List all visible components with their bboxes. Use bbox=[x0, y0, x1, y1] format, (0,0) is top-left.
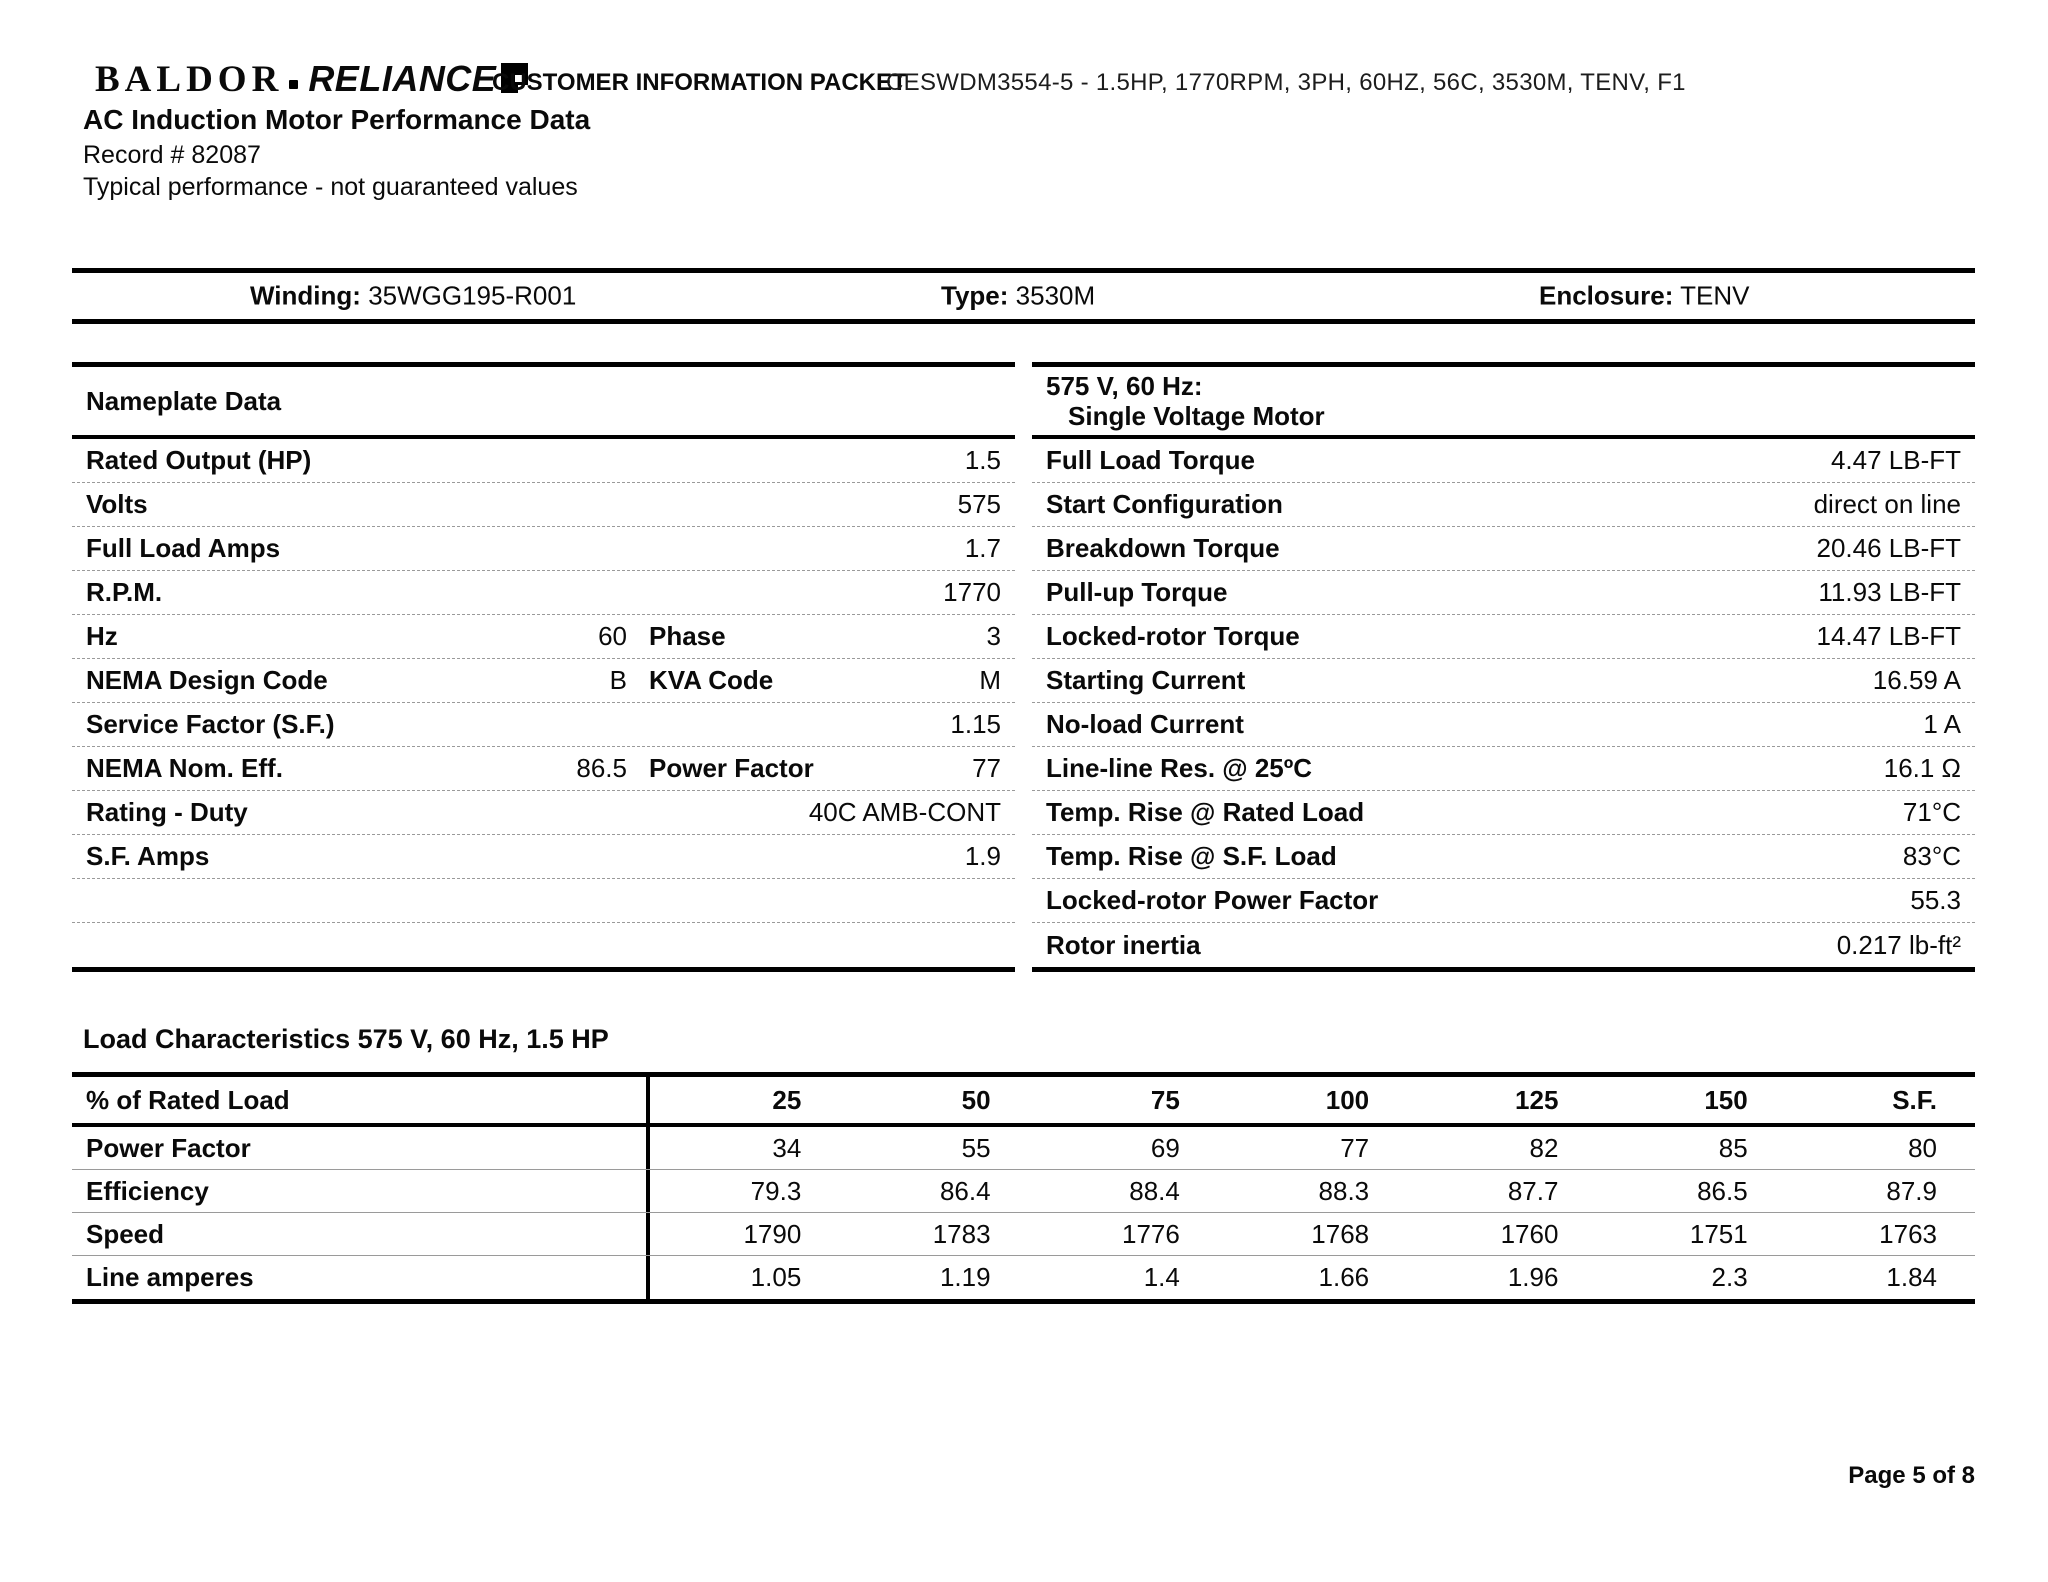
voltage-row bbox=[1032, 439, 1975, 483]
column-header: 125 bbox=[1515, 1084, 1559, 1115]
table-cell: 69 bbox=[1150, 1132, 1180, 1163]
table-cell: 1.66 bbox=[1318, 1262, 1370, 1292]
table-cell: 1.96 bbox=[1507, 1262, 1559, 1292]
page-number: Page 5 of 8 bbox=[1848, 1462, 1975, 1489]
table-cell: 86.4 bbox=[939, 1175, 991, 1206]
row-label: Service Factor (S.F.) bbox=[86, 709, 335, 739]
nameplate-row-empty bbox=[72, 879, 1015, 923]
table-cell: 1783 bbox=[932, 1218, 991, 1249]
voltage-panel-heading bbox=[1032, 367, 1975, 439]
nameplate-row-empty bbox=[72, 923, 1015, 967]
nameplate-row bbox=[72, 571, 1015, 615]
table-cell: 1.05 bbox=[750, 1262, 802, 1292]
voltage-row bbox=[1032, 527, 1975, 571]
row-label: Full Load Amps bbox=[86, 533, 281, 563]
row-value: 1 A bbox=[1923, 709, 1961, 739]
record-number: Record # 82087 bbox=[83, 141, 261, 169]
title-block bbox=[83, 104, 590, 200]
row-value: 16.1 Ω bbox=[1883, 753, 1961, 783]
table-cell: 55 bbox=[961, 1132, 991, 1163]
page-title: AC Induction Motor Performance Data bbox=[83, 104, 591, 135]
row-label: Full Load Torque bbox=[1046, 445, 1255, 475]
logo-dot-separator bbox=[289, 80, 298, 89]
nameplate-data-panel bbox=[72, 362, 1015, 972]
voltage-heading-line2: Single Voltage Motor bbox=[1068, 401, 1325, 431]
table-cell: 85 bbox=[1718, 1132, 1748, 1163]
row-label: Rotor inertia bbox=[1046, 929, 1201, 960]
row-value: 20.46 LB-FT bbox=[1816, 533, 1961, 563]
row-label: Temp. Rise @ S.F. Load bbox=[1046, 841, 1337, 871]
enclosure-field bbox=[1539, 281, 1749, 312]
voltage-row bbox=[1032, 615, 1975, 659]
table-cell: 1760 bbox=[1500, 1218, 1559, 1249]
row-label: S.F. Amps bbox=[86, 841, 210, 871]
row-value: 55.3 bbox=[1910, 885, 1961, 915]
document-header bbox=[0, 56, 2048, 104]
type-field bbox=[941, 281, 1095, 312]
load-table-row-line-amperes bbox=[72, 1256, 1975, 1299]
winding-label: Winding: bbox=[250, 280, 361, 311]
table-cell: 88.3 bbox=[1318, 1175, 1370, 1206]
row-label: Rating - Duty bbox=[86, 797, 248, 827]
row-label: Hz bbox=[86, 621, 118, 651]
nameplate-row bbox=[72, 483, 1015, 527]
table-cell: 2.3 bbox=[1711, 1262, 1748, 1292]
row-label: Efficiency bbox=[72, 1170, 650, 1212]
table-cell: 1.84 bbox=[1886, 1262, 1937, 1292]
column-header: 100 bbox=[1325, 1084, 1370, 1115]
row-value: 83°C bbox=[1902, 841, 1961, 871]
row-label: Rated Output (HP) bbox=[86, 445, 312, 475]
row-label: R.P.M. bbox=[86, 577, 163, 607]
row-value: 71°C bbox=[1902, 797, 1961, 827]
enclosure-value: TENV bbox=[1680, 280, 1750, 311]
row-value: 77 bbox=[972, 753, 1001, 783]
row-mid-value: B bbox=[609, 665, 627, 695]
table-cell: 1768 bbox=[1311, 1218, 1370, 1249]
row-label: Temp. Rise @ Rated Load bbox=[1046, 797, 1365, 827]
row-label-2: Phase bbox=[649, 621, 726, 651]
load-table-corner-label: % of Rated Load bbox=[72, 1077, 650, 1123]
type-label: Type: bbox=[941, 280, 1009, 311]
table-cell: 86.5 bbox=[1697, 1175, 1748, 1206]
table-cell: 79.3 bbox=[750, 1175, 802, 1206]
row-label: Power Factor bbox=[72, 1127, 650, 1169]
reliance-wordmark: RELIANCE bbox=[308, 58, 497, 99]
row-mid-value: 60 bbox=[598, 621, 627, 651]
voltage-ratings-panel bbox=[1032, 362, 1975, 972]
row-value: 1770 bbox=[943, 577, 1001, 607]
nameplate-row bbox=[72, 615, 1015, 659]
table-cell: 1763 bbox=[1879, 1218, 1937, 1249]
row-value: 11.93 LB-FT bbox=[1818, 577, 1961, 607]
baldor-reliance-logo bbox=[95, 58, 528, 101]
performance-panels bbox=[72, 362, 1975, 972]
row-value: 16.59 A bbox=[1872, 665, 1961, 695]
row-value: 4.47 LB-FT bbox=[1830, 445, 1961, 475]
row-label: Pull-up Torque bbox=[1046, 577, 1228, 607]
row-value: 40C AMB-CONT bbox=[808, 797, 1001, 827]
enclosure-label: Enclosure: bbox=[1539, 280, 1674, 311]
row-label-2: KVA Code bbox=[649, 665, 774, 695]
row-label: NEMA Design Code bbox=[86, 665, 328, 695]
nameplate-row bbox=[72, 703, 1015, 747]
voltage-row bbox=[1032, 659, 1975, 703]
voltage-row bbox=[1032, 703, 1975, 747]
row-label: Speed bbox=[72, 1213, 650, 1255]
row-label: No-load Current bbox=[1046, 709, 1244, 739]
voltage-row bbox=[1032, 791, 1975, 835]
nameplate-row bbox=[72, 659, 1015, 703]
performance-note: Typical performance - not guaranteed values bbox=[83, 173, 578, 201]
column-header: 25 bbox=[772, 1084, 802, 1115]
table-cell: 87.7 bbox=[1507, 1175, 1559, 1206]
nameplate-row bbox=[72, 527, 1015, 571]
column-header: 75 bbox=[1150, 1084, 1180, 1115]
row-mid-value: 86.5 bbox=[576, 753, 627, 783]
row-label: Locked-rotor Power Factor bbox=[1046, 885, 1379, 915]
row-label: Locked-rotor Torque bbox=[1046, 621, 1300, 651]
voltage-heading-line1: 575 V, 60 Hz: bbox=[1046, 371, 1203, 401]
voltage-row bbox=[1032, 571, 1975, 615]
nameplate-row bbox=[72, 439, 1015, 483]
nameplate-row bbox=[72, 791, 1015, 835]
row-value: direct on line bbox=[1813, 489, 1961, 519]
row-value: 1.15 bbox=[950, 709, 1001, 739]
row-value: 3 bbox=[986, 621, 1001, 651]
row-value: 0.217 lb-ft² bbox=[1836, 929, 1961, 960]
table-cell: 1.4 bbox=[1143, 1262, 1180, 1292]
load-table-row-efficiency bbox=[72, 1170, 1975, 1213]
nameplate-heading-text: Nameplate Data bbox=[86, 386, 282, 416]
table-cell: 88.4 bbox=[1129, 1175, 1180, 1206]
load-table-row-power-factor bbox=[72, 1127, 1975, 1170]
voltage-row bbox=[1032, 835, 1975, 879]
voltage-row bbox=[1032, 923, 1975, 967]
row-label-2: Power Factor bbox=[649, 753, 814, 783]
table-cell: 1776 bbox=[1122, 1218, 1180, 1249]
table-cell: 80 bbox=[1908, 1132, 1937, 1163]
row-value: 14.47 LB-FT bbox=[1816, 621, 1961, 651]
table-cell: 34 bbox=[772, 1132, 802, 1163]
load-characteristics-heading: Load Characteristics 575 V, 60 Hz, 1.5 HP bbox=[83, 1024, 609, 1054]
table-cell: 1790 bbox=[743, 1218, 802, 1249]
nameplate-panel-heading bbox=[72, 367, 1015, 439]
table-cell: 77 bbox=[1340, 1132, 1370, 1163]
column-header: 50 bbox=[961, 1084, 991, 1115]
column-header: S.F. bbox=[1892, 1084, 1937, 1115]
table-cell: 1.19 bbox=[939, 1262, 991, 1292]
table-cell: 1751 bbox=[1689, 1218, 1748, 1249]
row-value: M bbox=[979, 665, 1001, 695]
type-value: 3530M bbox=[1015, 280, 1096, 311]
row-label: Start Configuration bbox=[1046, 489, 1283, 519]
voltage-row bbox=[1032, 879, 1975, 923]
load-table-header-row bbox=[72, 1077, 1975, 1127]
row-label: NEMA Nom. Eff. bbox=[86, 753, 283, 783]
winding-value: 35WGG195-R001 bbox=[368, 280, 577, 311]
row-label: Line-line Res. @ 25ºC bbox=[1046, 753, 1313, 783]
voltage-row bbox=[1032, 483, 1975, 527]
table-cell: 82 bbox=[1529, 1132, 1559, 1163]
load-table-row-speed bbox=[72, 1213, 1975, 1256]
winding-field bbox=[250, 281, 576, 312]
motor-summary-bar bbox=[72, 268, 1975, 324]
table-cell: 87.9 bbox=[1886, 1175, 1937, 1206]
row-label: Line amperes bbox=[72, 1256, 650, 1299]
nameplate-row bbox=[72, 747, 1015, 791]
row-value: 1.7 bbox=[964, 533, 1001, 563]
document-type-heading: CUSTOMER INFORMATION PACKET bbox=[492, 69, 907, 96]
nameplate-row bbox=[72, 835, 1015, 879]
row-value: 1.9 bbox=[964, 841, 1001, 871]
row-label: Breakdown Torque bbox=[1046, 533, 1280, 563]
column-header: 150 bbox=[1704, 1084, 1748, 1115]
voltage-row bbox=[1032, 747, 1975, 791]
catalog-model-line: CESWDM3554-5 - 1.5HP, 1770RPM, 3PH, 60HZ, 56C, 3530M, TENV, F1 bbox=[886, 69, 1686, 96]
load-characteristics-table bbox=[72, 1072, 1975, 1304]
row-value: 1.5 bbox=[964, 445, 1001, 475]
row-label: Volts bbox=[86, 489, 148, 519]
row-label: Starting Current bbox=[1046, 665, 1246, 695]
baldor-wordmark: BALDOR bbox=[95, 59, 284, 100]
row-value: 575 bbox=[957, 489, 1001, 519]
